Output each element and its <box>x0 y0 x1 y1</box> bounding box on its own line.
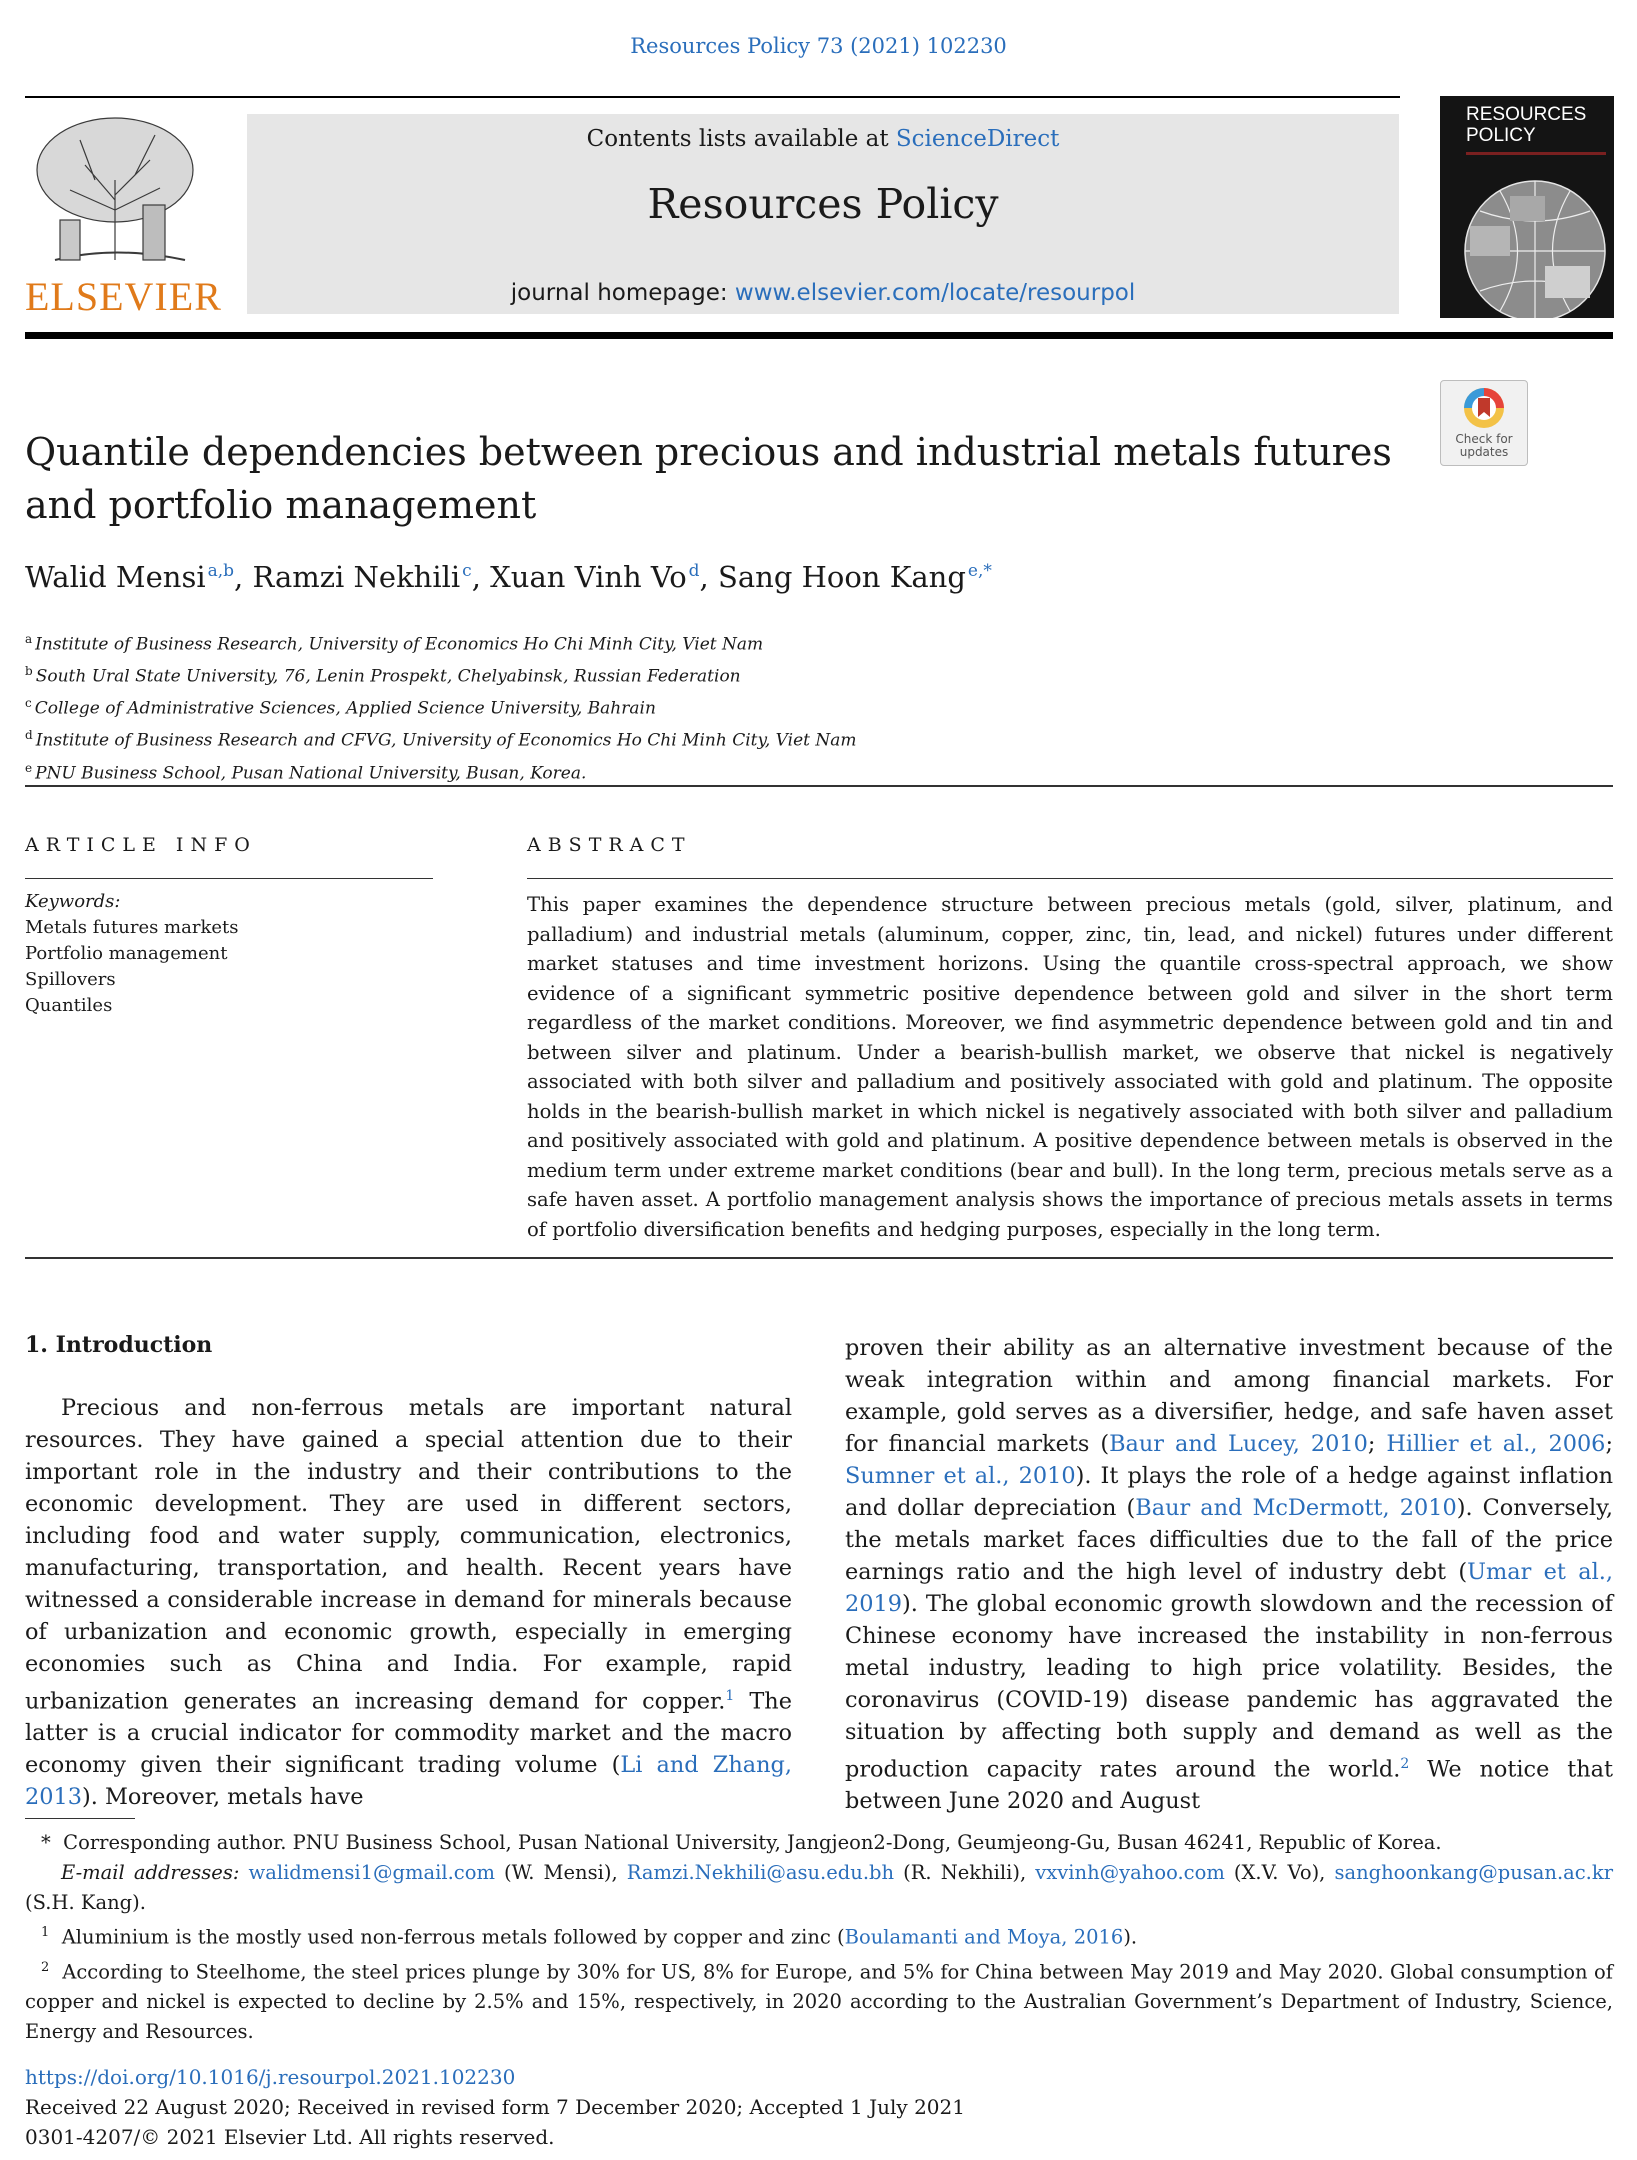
abstract-heading: ABSTRACT <box>527 834 692 856</box>
email-link[interactable]: Ramzi.Nekhili@asu.edu.bh <box>626 1861 895 1884</box>
keyword: Spillovers <box>25 969 116 990</box>
affiliation: $^d$ Institute of Business Research and CFVG, University of Economics Ho Chi Minh City, Viet Nam <box>25 728 857 752</box>
email-addresses: E-mail addresses: walidmensi1@gmail.com (W. Mensi), Ramzi.Nekhili@asu.edu.bh (R. Nekhili), vxvinh@yahoo.com (X.V. Vo), sanghoonkang@pusan.ac.kr (S.H. Kang). <box>25 1861 1614 1914</box>
sciencedirect-link[interactable]: ScienceDirect <box>895 126 1060 152</box>
intro-paragraph-left: Precious and non-ferrous metals are important natural resources. They have gained a special attention due to their important role in the industry and their contributions to the economic development. They are used in different sectors, including food and water supply, communication, electronics, manufacturing, transportation, and health. Recent years have witnessed a considerable increase in demand for minerals because of urbanization and economic growth, especially in emerging economies such as China and India. For example, rapid urbanization generates an increasing demand for copper.$^1$ The latter is a crucial indicator for commodity market and the macro economy given their significant trading volume (Li and Zhang, 2013). Moreover, metals have <box>25 1395 792 1811</box>
author-affil-marker[interactable]: c <box>462 561 472 582</box>
abstract-text: This paper examines the dependence structure between precious metals (gold, silver, platinum, and palladium) and industrial metals (aluminum, copper, zinc, tin, lead, and nickel) futures under different market statuses and time investment horizons. Using the quantile cross-spectral approach, we show evidence of a significant symmetric positive dependence between gold and silver in the short term regardless of the market conditions. Moreover, we find asymmetric dependence between gold and tin and between silver and platinum. Under a bearish-bullish market, we observe that nickel is negatively associated with both silver and palladium and positively associated with gold and platinum. The opposite holds in the bearish-bullish market in which nickel is negatively associated with both silver and palladium and positively associated with gold and platinum. A positive dependence between metals is observed in the medium term under extreme market conditions (bear and bull). In the long term, precious metals serve as a safe haven asset. A portfolio management analysis shows the importance of precious metals assets in terms of portfolio diversification benefits and hedging purposes, especially in the long term. <box>527 893 1613 1241</box>
email-link[interactable]: vxvinh@yahoo.com <box>1035 1861 1225 1884</box>
affiliations <box>25 626 1125 787</box>
author[interactable]: Walid Mensi $^{a,b}$ <box>25 560 235 594</box>
citation-link[interactable]: Li and Zhang, 2013 <box>25 1752 792 1811</box>
journal-name: Resources Policy <box>647 180 999 228</box>
footnote-2: $^2$ According to Steelhome, the steel prices plunge by 30% for US, 8% for Europe, and 5% for China between May 2019 and May 2020. Global consumption of copper and nickel is expected to decline by 2.5% and 15%, respectively, in 2020 according to the Australian Government’s Department of Industry, Science, Energy and Resources. <box>25 1959 1613 2043</box>
article-meta-footer <box>25 2062 1613 2152</box>
footnote-ref[interactable]: 1 <box>725 1688 735 1704</box>
received-dates: Received 22 August 2020; Received in revised form 7 December 2020; Accepted 1 July 2021 <box>25 2095 965 2119</box>
affiliation: $^b$ South Ural State University, 76, Lenin Prospekt, Chelyabinsk, Russian Federation <box>25 664 741 687</box>
cover-title: RESOURCES POLICY <box>1466 104 1587 146</box>
article-title: Quantile dependencies between precious and industrial metals futures and portfolio management <box>25 430 1392 527</box>
check-for-updates-button[interactable] <box>1440 380 1528 466</box>
keyword: Metals futures markets <box>25 917 239 938</box>
corresponding-author-note: * Corresponding author. PNU Business School, Pusan National University, Jangjeon2-Dong, Geumjeong-Gu, Busan 46241, Republic of Korea. <box>41 1831 1442 1854</box>
section-divider <box>25 1257 1613 1259</box>
email-link[interactable]: walidmensi1@gmail.com <box>248 1861 495 1884</box>
citation-link[interactable]: Baur and Lucey, 2010 <box>1109 1431 1368 1457</box>
homepage-line: journal homepage: www.elsevier.com/locate/resourpol <box>510 280 1136 306</box>
email-link[interactable]: sanghoonkang@pusan.ac.kr <box>1334 1861 1614 1884</box>
footnote-1: $^1$ Aluminium is the mostly used non-ferrous metals followed by copper and zinc (Boulamanti and Moya, 2016). <box>41 1925 1138 1949</box>
author[interactable]: Sang Hoon Kang $^{e,*}$ <box>717 560 992 594</box>
copyright-line: 0301-4207/© 2021 Elsevier Ltd. All rights reserved. <box>25 2125 555 2149</box>
keywords-label: Keywords: <box>25 891 121 912</box>
journal-homepage-link[interactable]: www.elsevier.com/locate/resourpol <box>734 280 1136 306</box>
citation-link[interactable]: Boulamanti and Moya, 2016 <box>844 1925 1124 1949</box>
section-divider <box>25 785 1613 787</box>
running-head: Resources Policy 73 (2021) 102230 <box>630 34 1007 58</box>
author-list: Walid Mensi $^{a,b}$, Ramzi Nekhili $^c$, Xuan Vinh Vo $^d$, Sang Hoon Kang $^{e,*}$ <box>25 560 992 594</box>
masthead-rule <box>25 332 1613 339</box>
header-rule <box>25 96 1400 98</box>
cover-globe-photo <box>1440 96 1614 318</box>
author-affil-marker[interactable]: d <box>688 561 700 582</box>
citation-link[interactable]: Umar et al., 2019 <box>845 1559 1613 1617</box>
elsevier-logo[interactable] <box>25 110 222 320</box>
journal-masthead <box>247 114 1399 314</box>
footnotes <box>25 1828 1613 2047</box>
author-affil-marker[interactable]: e,* <box>967 561 992 582</box>
article-info-heading: ARTICLE INFO <box>25 834 257 856</box>
affiliation: $^c$ College of Administrative Sciences, Applied Science University, Bahrain <box>25 696 656 719</box>
citation-link[interactable]: Sumner et al., 2010 <box>845 1463 1076 1489</box>
keyword: Quantiles <box>25 995 113 1016</box>
keyword: Portfolio management <box>25 943 228 964</box>
intro-paragraph-right: proven their ability as an alternative investment because of the weak integration within and among financial markets. For example, gold serves as a diversifier, hedge, and safe haven asset for financial markets (Baur and Lucey, 2010; Hillier et al., 2006; Sumner et al., 2010). It plays the role of a hedge against inflation and dollar depreciation (Baur and McDermott, 2010). Conversely, the metals market faces difficulties due to the fall of the price earnings ratio and the high level of industry debt (Umar et al., 2019). The global economic growth slowdown and the recession of Chinese economy have increased the instability in non-ferrous metal industry, leading to high price volatility. Besides, the coronavirus (COVID-19) disease pandemic has aggravated the situation by affecting both supply and demand as well as the production capacity rates around the world.$^2$ We notice that between June 2020 and August <box>845 1335 1614 1815</box>
author[interactable]: Ramzi Nekhili $^c$ <box>252 560 472 594</box>
contents-line: Contents lists available at ScienceDirect <box>586 126 1060 152</box>
article-info-rule <box>25 878 433 879</box>
section-heading-introduction: 1. Introduction <box>25 1332 213 1358</box>
abstract-rule <box>527 878 1613 879</box>
citation-link[interactable]: Hillier et al., 2006 <box>1386 1431 1606 1457</box>
bookmark-badge-icon <box>1441 381 1527 433</box>
tree-emblem-icon <box>25 110 205 270</box>
citation-link[interactable]: Baur and McDermott, 2010 <box>1135 1495 1457 1521</box>
author-affil-marker[interactable]: a,b <box>207 561 235 582</box>
check-updates-label: Check for updates <box>1455 432 1513 459</box>
footnote-ref[interactable]: 2 <box>1400 1756 1410 1772</box>
affiliation: $^a$ Institute of Business Research, University of Economics Ho Chi Minh City, Viet Nam <box>25 632 764 655</box>
journal-cover-image[interactable] <box>1440 96 1614 318</box>
publisher-name: ELSEVIER <box>25 274 222 319</box>
doi-link[interactable]: https://doi.org/10.1016/j.resourpol.2021.102230 <box>25 2065 516 2089</box>
affiliation: $^e$ PNU Business School, Pusan National University, Busan, Korea. <box>25 760 587 784</box>
author[interactable]: Xuan Vinh Vo $^d$ <box>490 560 700 594</box>
footnote-rule <box>25 1818 135 1819</box>
